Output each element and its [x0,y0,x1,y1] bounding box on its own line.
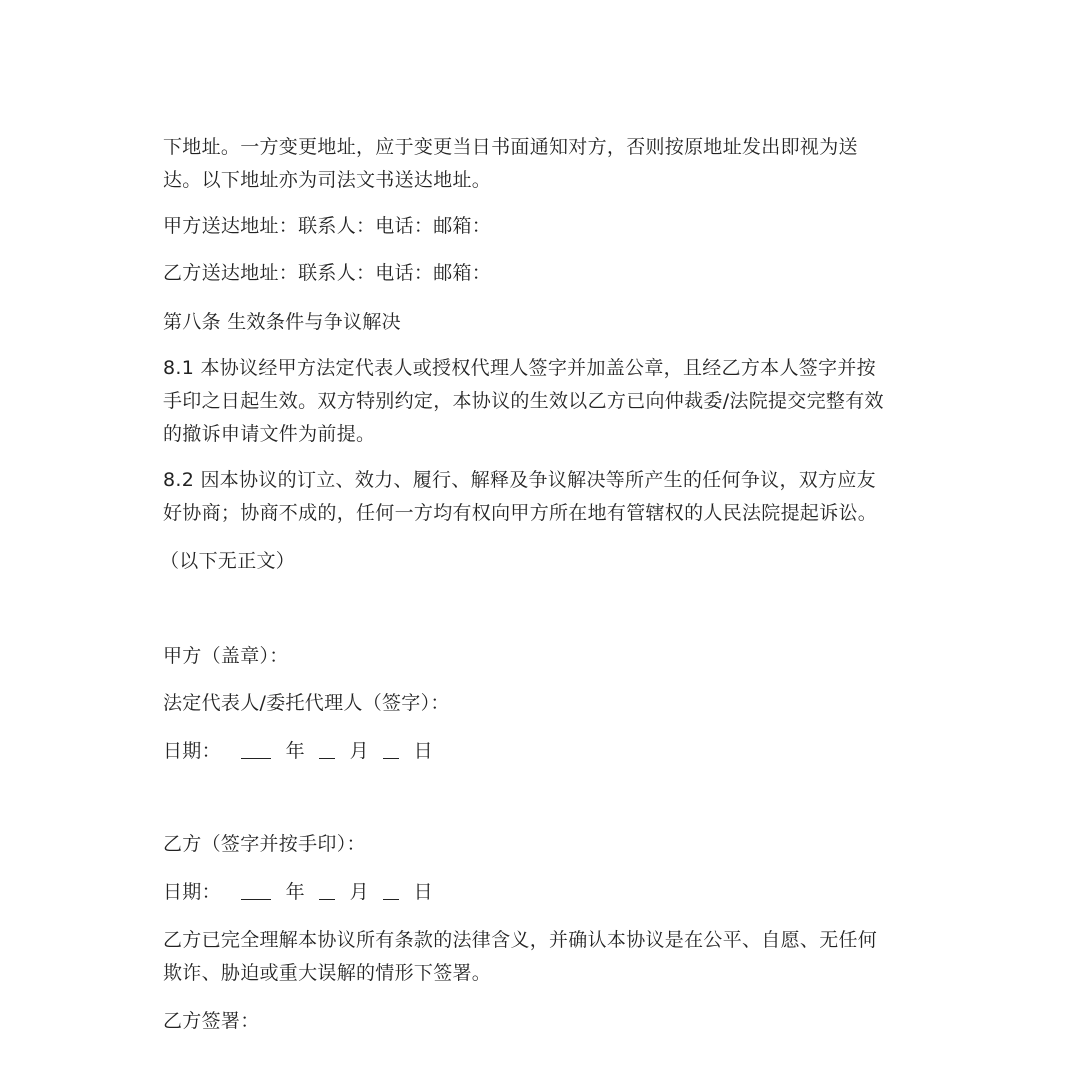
legal-representative-signature-line: 法定代表人/委托代理人（签字）： [163,692,450,714]
day-label: 日 [413,881,433,903]
paragraph-line: 8.1 本协议经甲方法定代表人或授权代理人签字并加盖公章，且经乙方本人签字并按 [163,357,876,379]
day-blank [383,738,399,759]
paragraph-line: 达。以下地址亦为司法文书送达地址。 [163,169,492,191]
party-a-address: 甲方送达地址：联系人：电话：邮箱： [163,215,492,237]
paragraph-line: 手印之日起生效。双方特别约定，本协议的生效以乙方已向仲裁委/法院提交完整有效 [163,390,884,412]
party-a-date-line [163,735,923,768]
year-blank [241,879,271,900]
party-b-signature-label: 乙方签署： [163,1010,260,1032]
paragraph-line: 好协商；协商不成的，任何一方均有权向甲方所在地有管辖权的人民法院提起诉讼。 [163,502,878,524]
year-label: 年 [285,740,305,762]
date-label: 日期： [163,881,221,903]
day-label: 日 [413,740,433,762]
address-notice-paragraph [163,131,923,197]
month-label: 月 [349,740,369,762]
no-text-below-note: （以下无正文） [160,550,296,572]
paragraph-line: 欺诈、胁迫或重大误解的情形下签署。 [163,962,492,984]
date-label: 日期： [163,740,221,762]
year-blank [241,738,271,759]
day-blank [383,879,399,900]
month-blank [319,879,335,900]
party-a-seal-line: 甲方（盖章）： [163,645,289,667]
paragraph-line: 下地址。一方变更地址，应于变更当日书面通知对方，否则按原地址发出即视为送 [163,136,858,158]
paragraph-line: 8.2 因本协议的订立、效力、履行、解释及争议解决等所产生的任何争议，双方应友 [163,469,876,491]
clause-8-2 [163,464,923,530]
party-b-date-line [163,876,923,909]
clause-8-1 [163,352,923,451]
paragraph-line: 乙方已完全理解本协议所有条款的法律含义，并确认本协议是在公平、自愿、无任何 [163,929,878,951]
party-b-address: 乙方送达地址：联系人：电话：邮箱： [163,262,492,284]
party-b-signature-fingerprint-line: 乙方（签字并按手印）： [163,833,366,855]
paragraph-line: 的撤诉申请文件为前提。 [163,423,376,445]
confirmation-paragraph [163,924,923,990]
month-blank [319,738,335,759]
year-label: 年 [285,881,305,903]
article-8-heading: 第八条 生效条件与争议解决 [163,311,401,333]
month-label: 月 [349,881,369,903]
